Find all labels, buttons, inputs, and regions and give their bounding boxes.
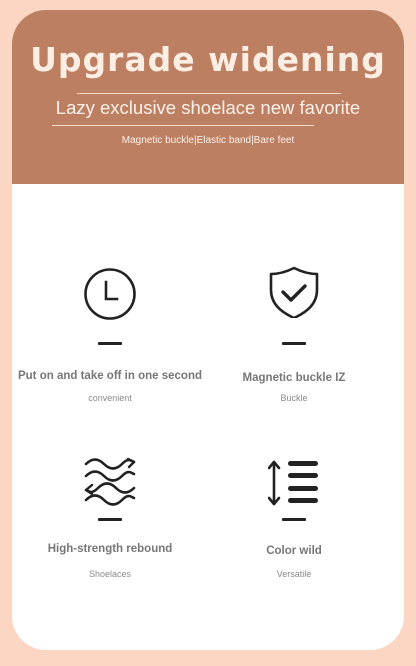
sort-list-icon	[268, 458, 320, 510]
feature-tags: Magnetic buckle|Elastic band|Bare feet	[121, 135, 295, 146]
feature-sub: convenient	[88, 393, 132, 403]
feature-sub: Versatile	[276, 569, 312, 579]
subtitle: Lazy exclusive shoelace new favorite	[55, 97, 361, 118]
feature-sub: Buckle	[280, 393, 308, 403]
feature-label: Magnetic buckle IZ	[242, 372, 346, 384]
feature-item-rebound	[12, 10, 208, 650]
divider-dash	[98, 518, 122, 521]
feature-label: Put on and take off in one second	[17, 370, 202, 382]
page-title: Upgrade widening	[30, 40, 386, 79]
feature-card	[12, 10, 404, 650]
feature-label: High-strength rebound	[47, 543, 173, 555]
waves-icon	[84, 456, 136, 508]
feature-sub: Shoelaces	[88, 569, 132, 579]
feature-label: Color wild	[266, 545, 322, 557]
feature-item-color	[196, 10, 392, 650]
divider-dash	[282, 518, 306, 521]
